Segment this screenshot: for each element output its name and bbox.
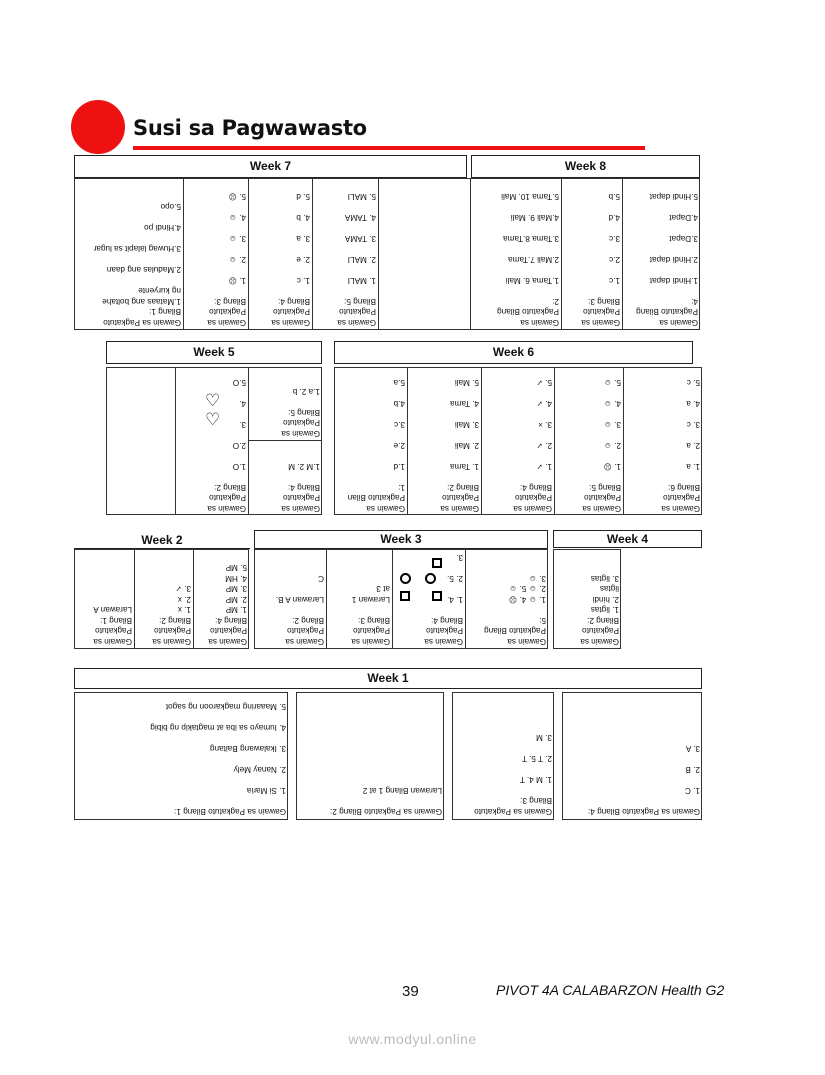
week5-answer-c1: Gawain sa Pagkatuto Bilang 4: 1.M 2. M	[281, 462, 320, 513]
week7-8-divider	[378, 178, 471, 330]
week3-answer-c2: Gawain sa Pagkatuto Bilang 4: 1. 4. 2. 5. 3.	[424, 553, 463, 646]
page-title: Susi sa Pagwawasto	[133, 116, 367, 140]
heart-icon: ♡	[205, 410, 221, 429]
week4-header: Week 4	[553, 530, 702, 548]
week7-answer-c2: Gawain sa Pagkatuto Bilang 4: 1. c 2. e 3. a 4. b 5. d	[271, 192, 310, 327]
week3-answer-c4: Gawain sa Pagkatuto Bilang 2: Larawan A B. C	[275, 574, 324, 646]
week8-answer-c1: Gawain sa Pagkatuto Bilang 4: 1.Hindi dapat 2.Hindi dapat 3.Dapat 4.Dapat 5.Hindi dapat	[636, 192, 698, 327]
week6-answer-c5: Gawain sa Pagkatuto Bilan 1: 1.d 2.e 3.c 4.b 5.a	[347, 378, 405, 513]
week5-answer-c2: Gawain sa Pagkatuto Bilang 5: 1.a 2. b	[281, 387, 320, 438]
week1-answer-c3: Gawain sa Pagkatuto Bilang 2: Larawan Bilang 1 at 2	[330, 786, 442, 816]
week7-answer-c4: Gawain sa Pagkatuto Bilang 1: 1.Mataas ang boltahe ng kuryente 2.Madulas ang daan 3.Huwag lalapit sa lugar 4.Hindi po 5.opo	[93, 202, 181, 327]
week7-answer-c1: Gawain sa Pagkatuto Bilang 5: 1. MALI 2. MALI 3. TAMA 4. TAMA 5. MALI	[337, 192, 376, 327]
circle-shape-icon	[425, 573, 436, 584]
week6-answer-c1: Gawain sa Pagkatuto Bilang 6: 1. a 2. a 3. c 4. a 5. c	[661, 378, 700, 513]
circle-shape-icon	[400, 573, 411, 584]
week2-answer-c1: Gawain sa Pagkatuto Bilang 4: 1. MP 2. MP 3. MP 4. HM 5. MP	[208, 563, 247, 646]
heart-icon: ♡	[205, 391, 221, 410]
week3-answer-c1: Gawain sa Pagkatuto Bilang 5: 1. ☺ 4. ☹ 2. ☺ 5. ☺ 3. ☺	[484, 574, 546, 646]
watermark: www.modyul.online	[348, 1031, 477, 1047]
week6-answer-c3: Gawain sa Pagkatuto Bilang 4: 1. ✓ 2. ✓ 3. × 4. ✓ 5. ✓	[513, 378, 552, 513]
week1-answer-c4: Gawain sa Pagkatuto Bilang 1: 1. Si Maria 2. Nanay Mely 3. Ikalawang Baitang 4. Iumayo sa iba at magtakip ng bibig 5. Maaaring magkaroon ng sagot	[150, 702, 286, 816]
week8-answer-c2: Gawain sa Pagkatuto Bilang 3: 1.c 2.c 3.c 4.d 5.b	[581, 192, 620, 327]
week1-header: Week 1	[74, 668, 702, 689]
week1-answer-c1: Gawain sa Pagkatuto Bilang 4: 1. C 2. B 3. A	[588, 744, 700, 816]
footer-text: PIVOT 4A CALABARZON Health G2	[496, 982, 725, 998]
week6-header: Week 6	[334, 341, 693, 364]
week8-header: Week 8	[471, 155, 700, 178]
week4-answer-c1: Gawain sa Pagkatuto Bilang 2: 1. ligtas 2. hindi ligtas 3. ligtas	[580, 574, 619, 646]
square-shape-icon	[432, 591, 442, 601]
week8-answer-c3: Gawain sa Pagkatuto Bilang 2: 1.Tama 6. Mali 2.Mali 7.Tama 3.Tama 8.Tama 4.Mali 9. Mali 5.Tama 10. Mali	[497, 192, 559, 327]
red-circle-decoration	[71, 100, 125, 154]
week2-answer-c3: Gawain sa Pagkatuto Bilang 1: Larawan A	[93, 605, 132, 646]
week6-answer-c2: Gawain sa Pagkatuto Bilang 5: 1. ☹ 2. ☺ 3. ☺ 4. ☺ 5. ☺	[582, 378, 621, 513]
square-shape-icon	[432, 558, 442, 568]
square-shape-icon	[400, 591, 410, 601]
week3-answer-c3: Gawain sa Pagkatuto Bilang 3: Larawan 1 at 3	[351, 584, 390, 646]
week1-answer-c2: Gawain sa Pagkatuto Bilang 3: 1. M 4. T 2. T 5. T 3. M	[474, 733, 552, 816]
week3-header: Week 3	[254, 530, 548, 549]
week7-header: Week 7	[74, 155, 467, 178]
week7-answer-c3: Gawain sa Pagkatuto Bilang 3: 1. ☹ 2. ☺ 3. ☺ 4. ☺ 5. ☹	[207, 192, 246, 327]
week5-header: Week 5	[106, 341, 322, 364]
title-underline	[133, 146, 645, 150]
week6-answer-c4: Gawain sa Pagkatuto Bilang 2: 1. Tama 2. Mali 3. Mali 4. Tama 5. Mali	[440, 378, 479, 513]
week2-header: Week 2	[74, 532, 250, 549]
week2-answer-c2: Gawain sa Pagkatuto Bilang 2: 1. x 2. x 3. ✓	[152, 584, 191, 646]
week5-answer-c3: Gawain sa Pagkatuto Bilang 2: 1.O 2.O 3. 4. 5.O	[207, 378, 246, 513]
page-number: 39	[402, 983, 419, 1000]
